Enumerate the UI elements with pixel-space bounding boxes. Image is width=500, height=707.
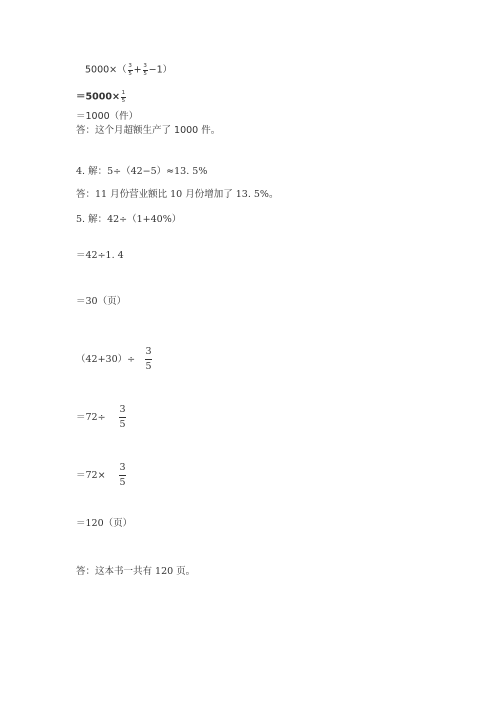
fraction-denominator: 5 — [119, 477, 126, 488]
answer-4: 答：11 月份营业额比 10 月份增加了 13. 5%。 — [76, 189, 279, 200]
fraction-numerator: 1 — [121, 90, 126, 96]
answer-3: 答：这个月超额生产了 1000 件。 — [76, 125, 221, 136]
calc-line-5-3: （42+30）÷ — [76, 354, 136, 365]
calc-line-2 — [76, 90, 127, 104]
fraction-bar — [145, 359, 152, 360]
fraction-denominator: 5 — [128, 71, 132, 77]
fraction-bar — [119, 417, 126, 418]
calc-line-5-4: ＝72÷ — [76, 412, 106, 423]
calc-line-5-5: ＝72× — [76, 470, 106, 481]
fraction-denominator: 5 — [121, 98, 126, 104]
fraction-bar — [119, 475, 126, 476]
calc-line-2-prefix: ＝5000× — [76, 91, 120, 103]
fraction-three-fifths — [119, 404, 126, 430]
fraction-denominator: 5 — [119, 419, 126, 430]
fraction-numerator: 3 — [143, 63, 147, 69]
fraction-three-fifths — [145, 346, 152, 372]
solution-4-step: 4. 解：5÷（42−5）≈13. 5% — [76, 166, 208, 177]
plus-sign: + — [133, 64, 142, 76]
fraction-denominator: 5 — [145, 361, 152, 372]
fraction-numerator: 3 — [119, 404, 126, 415]
fraction-numerator: 3 — [128, 63, 132, 69]
answer-5: 答：这本书一共有 120 页。 — [76, 566, 196, 577]
fraction-three-fifths — [143, 63, 148, 77]
fraction-denominator: 5 — [143, 71, 147, 77]
fraction-one-fifth — [121, 90, 126, 104]
solution-5-step: 5. 解：42÷（1+40%） — [76, 214, 182, 225]
fraction-three-fifths — [119, 462, 126, 488]
calc-line-1 — [85, 63, 172, 77]
calc-line-1-prefix: 5000×（ — [85, 64, 127, 76]
calc-line-5-6: ＝120（页） — [76, 518, 133, 529]
calc-line-3: ＝1000（件） — [76, 111, 139, 122]
calc-line-5-2: ＝30（页） — [76, 296, 127, 307]
fraction-numerator: 3 — [145, 346, 152, 357]
calc-line-1-suffix: −1） — [148, 64, 173, 76]
fraction-numerator: 3 — [119, 462, 126, 473]
fraction-three-fifths — [128, 63, 133, 77]
calc-line-5-1: ＝42÷1. 4 — [76, 250, 124, 261]
